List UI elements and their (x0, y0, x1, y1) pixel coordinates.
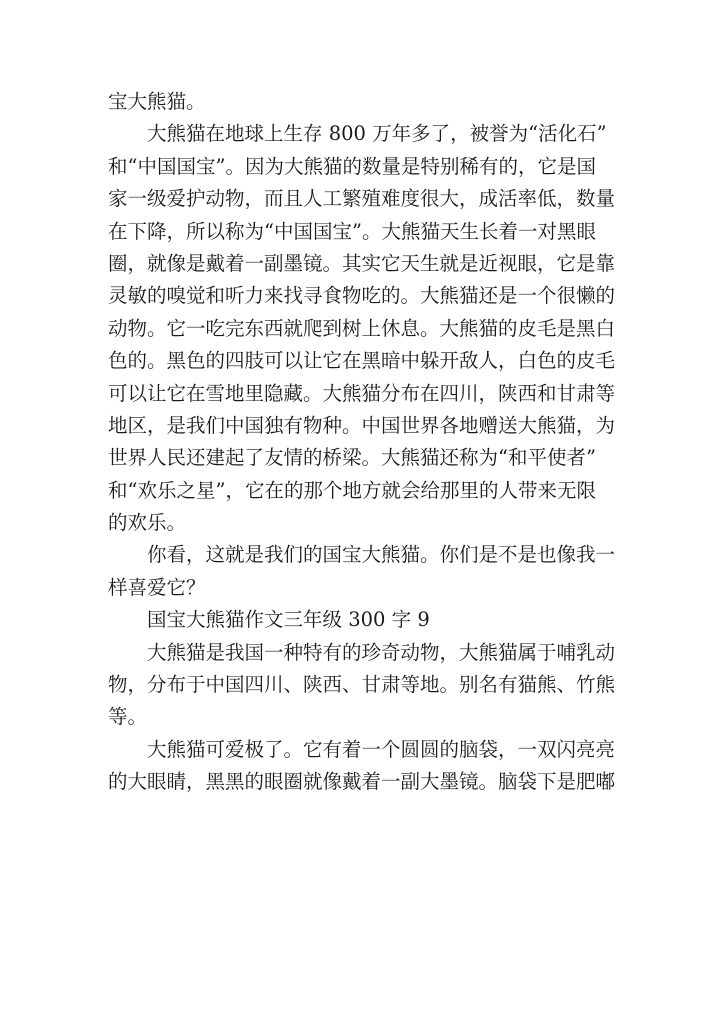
text-line: 在下降，所以称为“中国国宝”。大熊猫天生长着一对黑眼 (108, 219, 596, 243)
text-line: 大熊猫是我国一种特有的珍奇动物，大熊猫属于哺乳动 (147, 640, 616, 664)
text-line: 灵敏的嗅觉和听力来找寻食物吃的。大熊猫还是一个很懒的 (108, 284, 616, 308)
text-line: 大熊猫在地球上生存 800 万年多了，被誉为“活化石” (147, 122, 607, 146)
text-line: 你看，这就是我们的国宝大熊猫。你们是不是也像我一 (147, 543, 616, 567)
text-line: 可以让它在雪地里隐藏。大熊猫分布在四川，陕西和甘肃等 (108, 381, 616, 405)
text-line: 样喜爱它？ (108, 575, 206, 599)
text-line: 大熊猫可爱极了。它有着一个圆圆的脑袋，一双闪亮亮 (147, 737, 616, 761)
text-line: 世界人民还建起了友情的桥梁。大熊猫还称为“和平使者” (108, 446, 596, 470)
text-line: 圈，就像是戴着一副墨镜。其实它天生就是近视眼，它是靠 (108, 251, 616, 275)
text-line: 和“中国国宝”。因为大熊猫的数量是特别稀有的，它是国 (108, 154, 596, 178)
body-text (108, 86, 616, 799)
text-line: 的大眼睛，黑黑的眼圈就像戴着一副大墨镜。脑袋下是肥嘟 (108, 770, 616, 794)
text-line: 和“欢乐之星”，它在的那个地方就会给那里的人带来无限 (108, 478, 596, 502)
text-line: 动物。它一吃完东西就爬到树上休息。大熊猫的皮毛是黑白 (108, 316, 616, 340)
text-line: 物，分布于中国四川、陕西、甘肃等地。别名有猫熊、竹熊 (108, 673, 616, 697)
text-line: 等。 (108, 705, 148, 729)
text-line: 宝大熊猫。 (108, 90, 206, 113)
section-title: 国宝大熊猫作文三年级 300 字 9 (147, 608, 430, 632)
text-line: 地区，是我们中国独有物种。中国世界各地赠送大熊猫，为 (108, 413, 616, 437)
text-line: 家一级爱护动物，而且人工繁殖难度很大，成活率低，数量 (108, 187, 616, 211)
text-line: 的欢乐。 (108, 511, 187, 535)
text-line: 色的。黑色的四肢可以让它在黑暗中躲开敌人，白色的皮毛 (108, 349, 616, 373)
